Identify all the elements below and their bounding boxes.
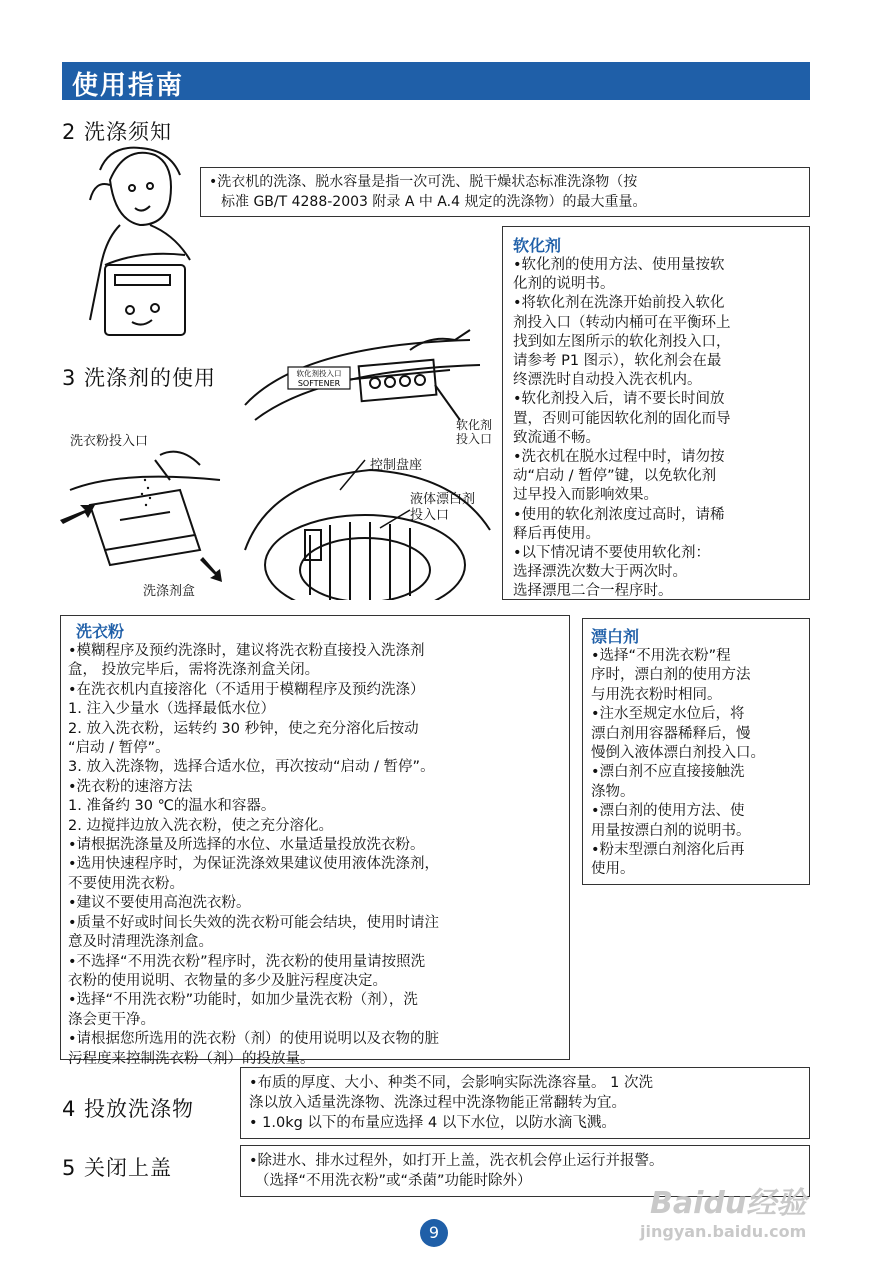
powder-box <box>60 615 570 1067</box>
page-title: 使用指南 <box>72 71 185 101</box>
powder-line: •不选择“不用洗衣粉”程序时，洗衣粉的使用量请按照洗 <box>68 953 426 970</box>
bleach-box <box>582 618 810 885</box>
load-note-line: • 1.0kg 以下的布量应选择 4 以下水位，以防水滴飞溅。 <box>249 1115 616 1131</box>
softener-line: 释后再使用。 <box>513 525 600 542</box>
softener-line: 致流通不畅。 <box>513 429 600 446</box>
softener-line: 选择漂甩二合一程序时。 <box>513 583 673 600</box>
powder-line: •洗衣粉的速溶方法 <box>68 778 193 795</box>
bleach-line: 与用洗衣粉时相同。 <box>591 686 722 703</box>
section-4-title: 4 投放洗涤物 <box>62 1097 195 1121</box>
bleach-title: 漂白剂 <box>591 627 640 646</box>
section-2-title: 2 洗涤须知 <box>62 120 173 144</box>
load-note-line: •布质的厚度、大小、种类不同，会影响实际洗涤容量。 1 次洗 <box>249 1075 653 1091</box>
bleach-line: 使用。 <box>591 861 635 878</box>
capacity-note-line: •洗衣机的洗涤、脱水容量是指一次可洗、脱干燥状态标准洗涤物（按 <box>209 174 638 190</box>
capacity-note-line: 标准 GB/T 4288-2003 附录 A 中 A.4 规定的洗涤物）的最大重量。 <box>221 193 647 210</box>
softener-port-label: 软化剂投入口 <box>296 369 342 378</box>
load-note-box <box>240 1067 810 1139</box>
softener-line: •以下情况请不要使用软化剂： <box>513 545 711 562</box>
powder-line: 2. 放入洗衣粉，运转约 30 秒钟，使之充分溶化后按动 <box>68 720 419 737</box>
softener-arrow-label-1: 软化剂 <box>456 418 493 432</box>
bleach-line: 慢倒入液体漂白剂投入口。 <box>591 745 765 762</box>
bleach-line: •漂白剂的使用方法、使 <box>591 803 745 820</box>
page-number: 9 <box>420 1219 448 1247</box>
softener-arrow-label-2: 投入口 <box>456 432 493 446</box>
softener-line: •软化剂的使用方法、使用量按软 <box>513 257 725 273</box>
powder-line: “启动 / 暂停”。 <box>68 740 170 757</box>
softener-line: 找到如左图所示的软化剂投入口， <box>513 333 731 350</box>
softener-arrow-label <box>456 418 492 446</box>
capacity-note-box <box>200 167 810 217</box>
bleach-line: •注水至规定水位后，将 <box>591 706 745 723</box>
bleach-port-label-1: 液体漂白剂 <box>410 492 476 507</box>
section-5-title: 5 关闭上盖 <box>62 1156 173 1180</box>
powder-line: 衣粉的使用说明、衣物量的多少及脏污程度决定。 <box>68 972 387 989</box>
load-note-line: 涤以放入适量洗涤物、洗涤过程中洗涤物能正常翻转为宜。 <box>249 1095 626 1111</box>
lid-note-line: （选择“不用洗衣粉”或“杀菌”功能时除外） <box>255 1173 532 1189</box>
section-3-title: 3 洗涤剂的使用 <box>62 366 217 390</box>
powder-line: 意及时清理洗涤剂盒。 <box>68 934 213 951</box>
powder-line: 2. 边搅拌边放入洗衣粉，使之充分溶化。 <box>68 817 333 834</box>
softener-line: 请参考 P1 图示），软化剂会在最 <box>513 353 722 370</box>
powder-line: •选用快速程序时，为保证洗涤效果建议使用液体洗涤剂， <box>68 856 440 873</box>
powder-port-label: 洗衣粉投入口 <box>70 434 149 449</box>
softener-line: 终漂洗时自动投入洗衣机内。 <box>513 372 702 389</box>
powder-line: •请根据您所选用的洗衣粉（剂）的使用说明以及衣物的脏 <box>68 1031 440 1048</box>
bleach-line: 涤物。 <box>591 783 635 800</box>
bleach-line: •粉末型漂白剂溶化后再 <box>591 842 745 859</box>
detergent-box-diagram <box>60 450 240 590</box>
softener-line: 动“启动 / 暂停”键，以免软化剂 <box>513 468 717 485</box>
powder-line: 3. 放入洗涤物，选择合适水位，再次按动“启动 / 暂停”。 <box>68 759 435 776</box>
softener-line: 置，否则可能因软化剂的固化而导 <box>513 410 731 427</box>
powder-title: 洗衣粉 <box>76 622 125 641</box>
powder-line: •质量不好或时间长失效的洗衣粉可能会结块，使用时请注 <box>68 914 440 931</box>
bleach-line: •选择“不用洗衣粉”程 <box>591 648 731 664</box>
woman-illustration <box>80 140 210 340</box>
powder-line: •建议不要使用高泡洗衣粉。 <box>68 895 251 912</box>
softener-title: 软化剂 <box>513 236 562 255</box>
bleach-line: 用量按漂白剂的说明书。 <box>591 822 751 839</box>
powder-line: 涤会更干净。 <box>68 1011 155 1028</box>
bleach-port-label-2: 投入口 <box>410 508 450 523</box>
softener-line: 剂投入口（转动内桶可在平衡环上 <box>513 314 731 331</box>
softener-line: 化剂的说明书。 <box>513 276 615 293</box>
softener-line: 选择漂洗次数大于两次时。 <box>513 564 687 581</box>
bleach-line: 漂白剂用容器稀释后，慢 <box>591 725 751 742</box>
powder-line: 不要使用洗衣粉。 <box>68 875 184 892</box>
powder-line: •请根据洗涤量及所选择的水位、水量适量投放洗衣粉。 <box>68 837 425 854</box>
detergent-box-label: 洗涤剂盒 <box>143 584 196 599</box>
softener-line: •洗衣机在脱水过程中时，请勿按 <box>513 449 725 466</box>
powder-line: 盒， 投放完毕后，需将洗涤剂盒关闭。 <box>68 662 320 679</box>
softener-en-label: SOFTENER <box>297 379 341 388</box>
softener-line: •将软化剂在洗涤开始前投入软化 <box>513 295 725 312</box>
powder-line: 1. 注入少量水（选择最低水位） <box>68 701 275 718</box>
watermark-brand: Baidu经验 <box>650 1186 807 1221</box>
lid-note-line: •除进水、排水过程外，如打开上盖，洗衣机会停止运行并报警。 <box>249 1153 664 1169</box>
softener-box <box>502 226 810 600</box>
powder-line: •模糊程序及预约洗涤时，建议将洗衣粉直接投入洗涤剂 <box>68 643 425 659</box>
softener-line: •软化剂投入后，请不要长时间放 <box>513 391 725 408</box>
powder-line: •选择“不用洗衣粉”功能时，如加少量洗衣粉（剂），洗 <box>68 992 418 1009</box>
title-bar <box>62 62 810 100</box>
powder-line: •在洗衣机内直接溶化（不适用于模糊程序及预约洗涤） <box>68 681 425 698</box>
bleach-line: •漂白剂不应直接接触洗 <box>591 764 745 781</box>
bleach-line: 序时，漂白剂的使用方法 <box>591 667 751 684</box>
powder-line: 1. 准备约 30 ℃的温水和容器。 <box>68 798 276 815</box>
control-base-label: 控制盘座 <box>370 458 423 473</box>
bleach-port-label <box>410 492 475 524</box>
watermark-url: jingyan.baidu.com <box>640 1222 807 1241</box>
softener-line: 过早投入而影响效果。 <box>513 487 658 504</box>
powder-line: 污程度来控制洗衣粉（剂）的投放量。 <box>68 1050 315 1067</box>
softener-line: •使用的软化剂浓度过高时，请稀 <box>513 506 725 523</box>
